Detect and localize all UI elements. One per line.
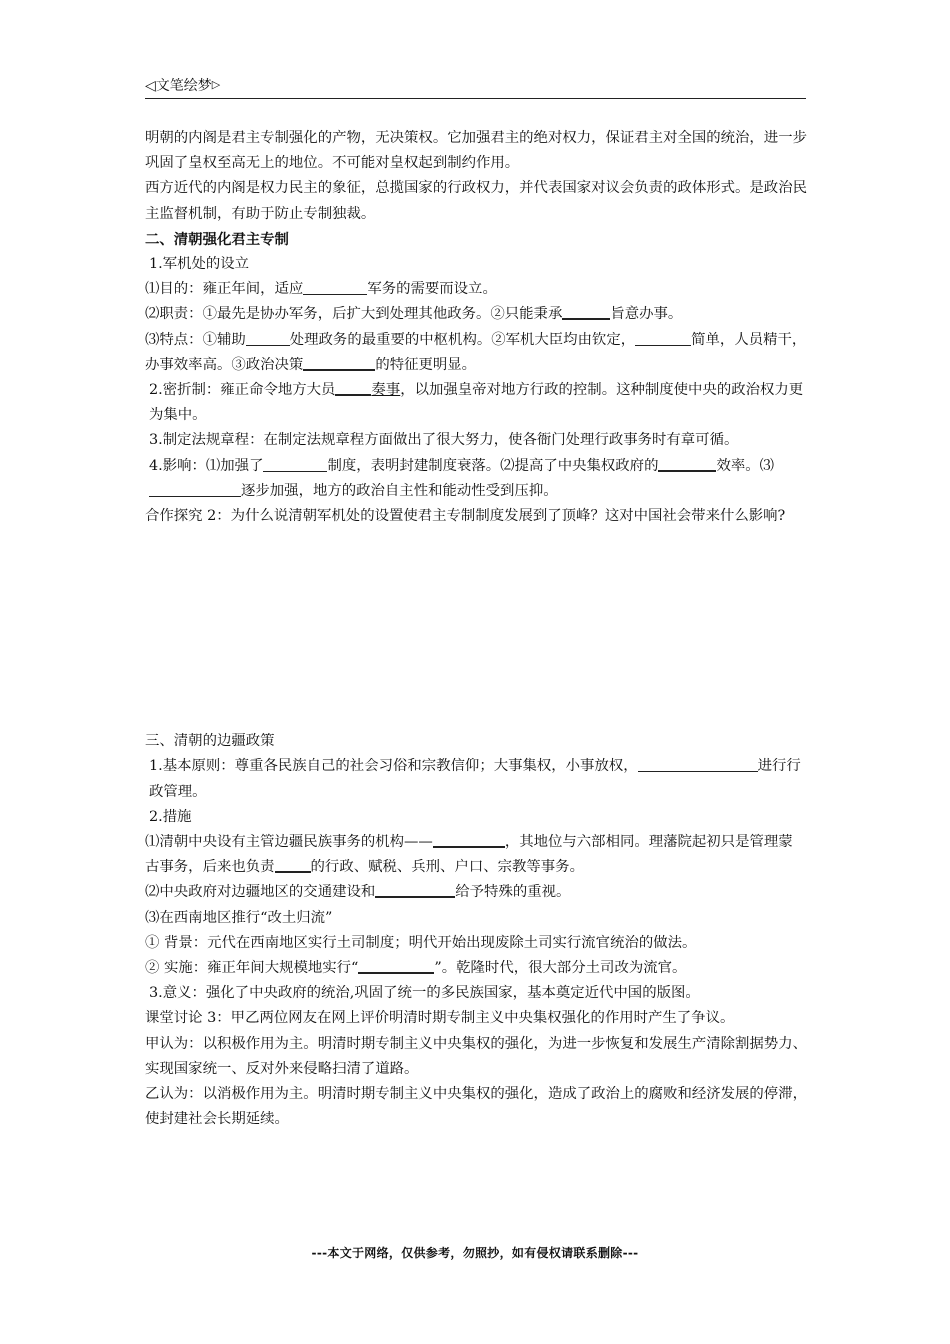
fill-blank[interactable] (335, 378, 371, 396)
underlined-text: 奏事 (371, 382, 401, 399)
item-2-1: 1.军机处的设立 (149, 256, 250, 273)
fill-blank[interactable] (263, 455, 327, 472)
text: ”。乾隆时代，很大部分土司改为流官。 (434, 960, 687, 977)
text: 的行政、赋税、兵刑、户口、宗教等事务。 (310, 859, 584, 876)
item-3-3: 3.意义：强化了中央政府的统治,巩固了统一的多民族国家，基本奠定近代中国的版图。 (149, 985, 700, 1002)
text: ⑴清朝中央设有主管边疆民族事务的机构—— (145, 834, 433, 851)
text: 4.影响：⑴加强了 (149, 457, 264, 474)
paragraph-ming-cabinet: 明朝的内阁是君主专制强化的产物，无决策权。它加强君主的绝对权力，保证君主对全国的统治，进一步巩固了皇权至高无上的地位。不可能对皇权起到制约作用。 (145, 130, 807, 172)
answer-space[interactable] (145, 529, 807, 729)
text: 逐步加强，地方的政治自主性和能动性受到压抑。 (241, 482, 558, 499)
section-heading-2: 二、清朝强化君主专制 (145, 230, 289, 248)
footer-disclaimer: ---本文于网络，仅供参考，勿照抄，如有侵权请联系删除--- (311, 1246, 639, 1260)
text: ② 实施：雍正年间大规模地实行“ (145, 960, 359, 977)
cooperative-inquiry-2: 合作探究 2：为什么说清朝军机处的设置使君主专制制度发展到了顶峰？这对中国社会带来什么影响? (145, 508, 786, 525)
text: 军务的需要而设立。 (367, 281, 497, 298)
fill-blank[interactable] (246, 329, 290, 346)
text: 简单，人员精干，办事效率高。③政治决策 (145, 331, 807, 373)
item-3-background: ① 背景：元代在西南地区实行土司制度；明代开始出现废除土司实行流官统治的做法。 (145, 934, 697, 951)
classroom-discussion-3: 课堂讨论 3：甲乙两位网友在网上评价明清时期专制主义中央集权强化的作用时产生了争议。 (145, 1010, 735, 1027)
fill-blank[interactable] (638, 755, 758, 772)
text: 制度，表明封建制度衰落。⑵提高了中央集权政府的 (327, 457, 659, 474)
page-header (145, 74, 806, 99)
text: ⑵职责：①最先是协办军务，后扩大到处理其他政务。②只能秉承 (145, 306, 563, 323)
item-2-3: 3.制定法规章程：在制定法规章程方面做出了很大努力，使各衙门处理行政事务时有章可循。 (149, 432, 739, 449)
text: ⑴目的：雍正年间，适应 (145, 281, 304, 298)
text: 进行行政管理。 (149, 758, 801, 800)
right-triangle-icon: ▷ (211, 78, 221, 91)
opinion-jia: 甲认为：以积极作用为主。明清时期专制主义中央集权的强化，为进一步恢复和发展生产清除割据势力、实现国家统一、反对外来侵略扫清了道路。 (145, 1035, 807, 1077)
text: 1.基本原则：尊重各民族自己的社会习俗和宗教信仰；大事集权，小事放权， (149, 758, 638, 775)
fill-blank[interactable] (433, 830, 505, 848)
item-2-4 (145, 454, 807, 504)
header-title: 文笔绘梦 (155, 78, 212, 94)
fill-blank[interactable] (358, 956, 434, 974)
fill-blank[interactable] (303, 353, 375, 371)
item-3-implementation (145, 956, 807, 981)
section-heading-3: 三、清朝的边疆政策 (145, 733, 275, 750)
text: ⑶特点：①辅助 (145, 331, 246, 348)
fill-blank[interactable] (303, 278, 367, 295)
item-3-2-3: ⑶在西南地区推行“改土归流” (145, 909, 333, 926)
fill-blank[interactable] (635, 329, 691, 346)
opinion-yi: 乙认为：以消极作用为主。明清时期专制主义中央集权的强化，造成了政治上的腐败和经济发展的停滞，使封建社会长期延续。 (145, 1086, 807, 1128)
item-3-2-1 (145, 830, 807, 880)
item-3-1 (145, 754, 807, 804)
fill-blank[interactable] (562, 302, 610, 320)
fill-blank[interactable] (149, 480, 241, 497)
text: 给予特殊的重视。 (455, 884, 571, 901)
document-body (145, 126, 807, 1133)
left-triangle-icon: ◁ (145, 78, 156, 94)
text: 的特征更明显。 (375, 356, 477, 373)
text: ，以加强皇帝对地方行政的控制。这种制度使中央的政治权力更为集中。 (149, 382, 804, 424)
text: 旨意办事。 (610, 306, 683, 323)
text: 效率。⑶ (716, 457, 775, 474)
item-3-2: 2.措施 (149, 808, 192, 825)
item-2-1-3 (145, 328, 807, 378)
item-2-1-1 (145, 277, 807, 302)
fill-blank[interactable] (275, 855, 311, 873)
paragraph-western-cabinet: 西方近代的内阁是权力民主的象征，总揽国家的行政权力，并代表国家对议会负责的政体形式。是政治民主监督机制，有助于防止专制独裁。 (145, 180, 807, 222)
item-3-2-2 (145, 880, 807, 905)
fill-blank[interactable] (375, 880, 455, 898)
item-2-2 (145, 378, 807, 428)
fill-blank[interactable] (658, 454, 716, 472)
text: 2.密折制：雍正命令地方大员 (149, 382, 336, 399)
text: ，其地位与六部相同。理藩院起初只是管理蒙古事务，后来也负责 (145, 834, 793, 876)
text: 处理政务的最重要的中枢机构。②军机大臣均由钦定， (289, 331, 636, 348)
item-2-1-2 (145, 302, 807, 327)
text: ⑵中央政府对边疆地区的交通建设和 (145, 884, 376, 901)
